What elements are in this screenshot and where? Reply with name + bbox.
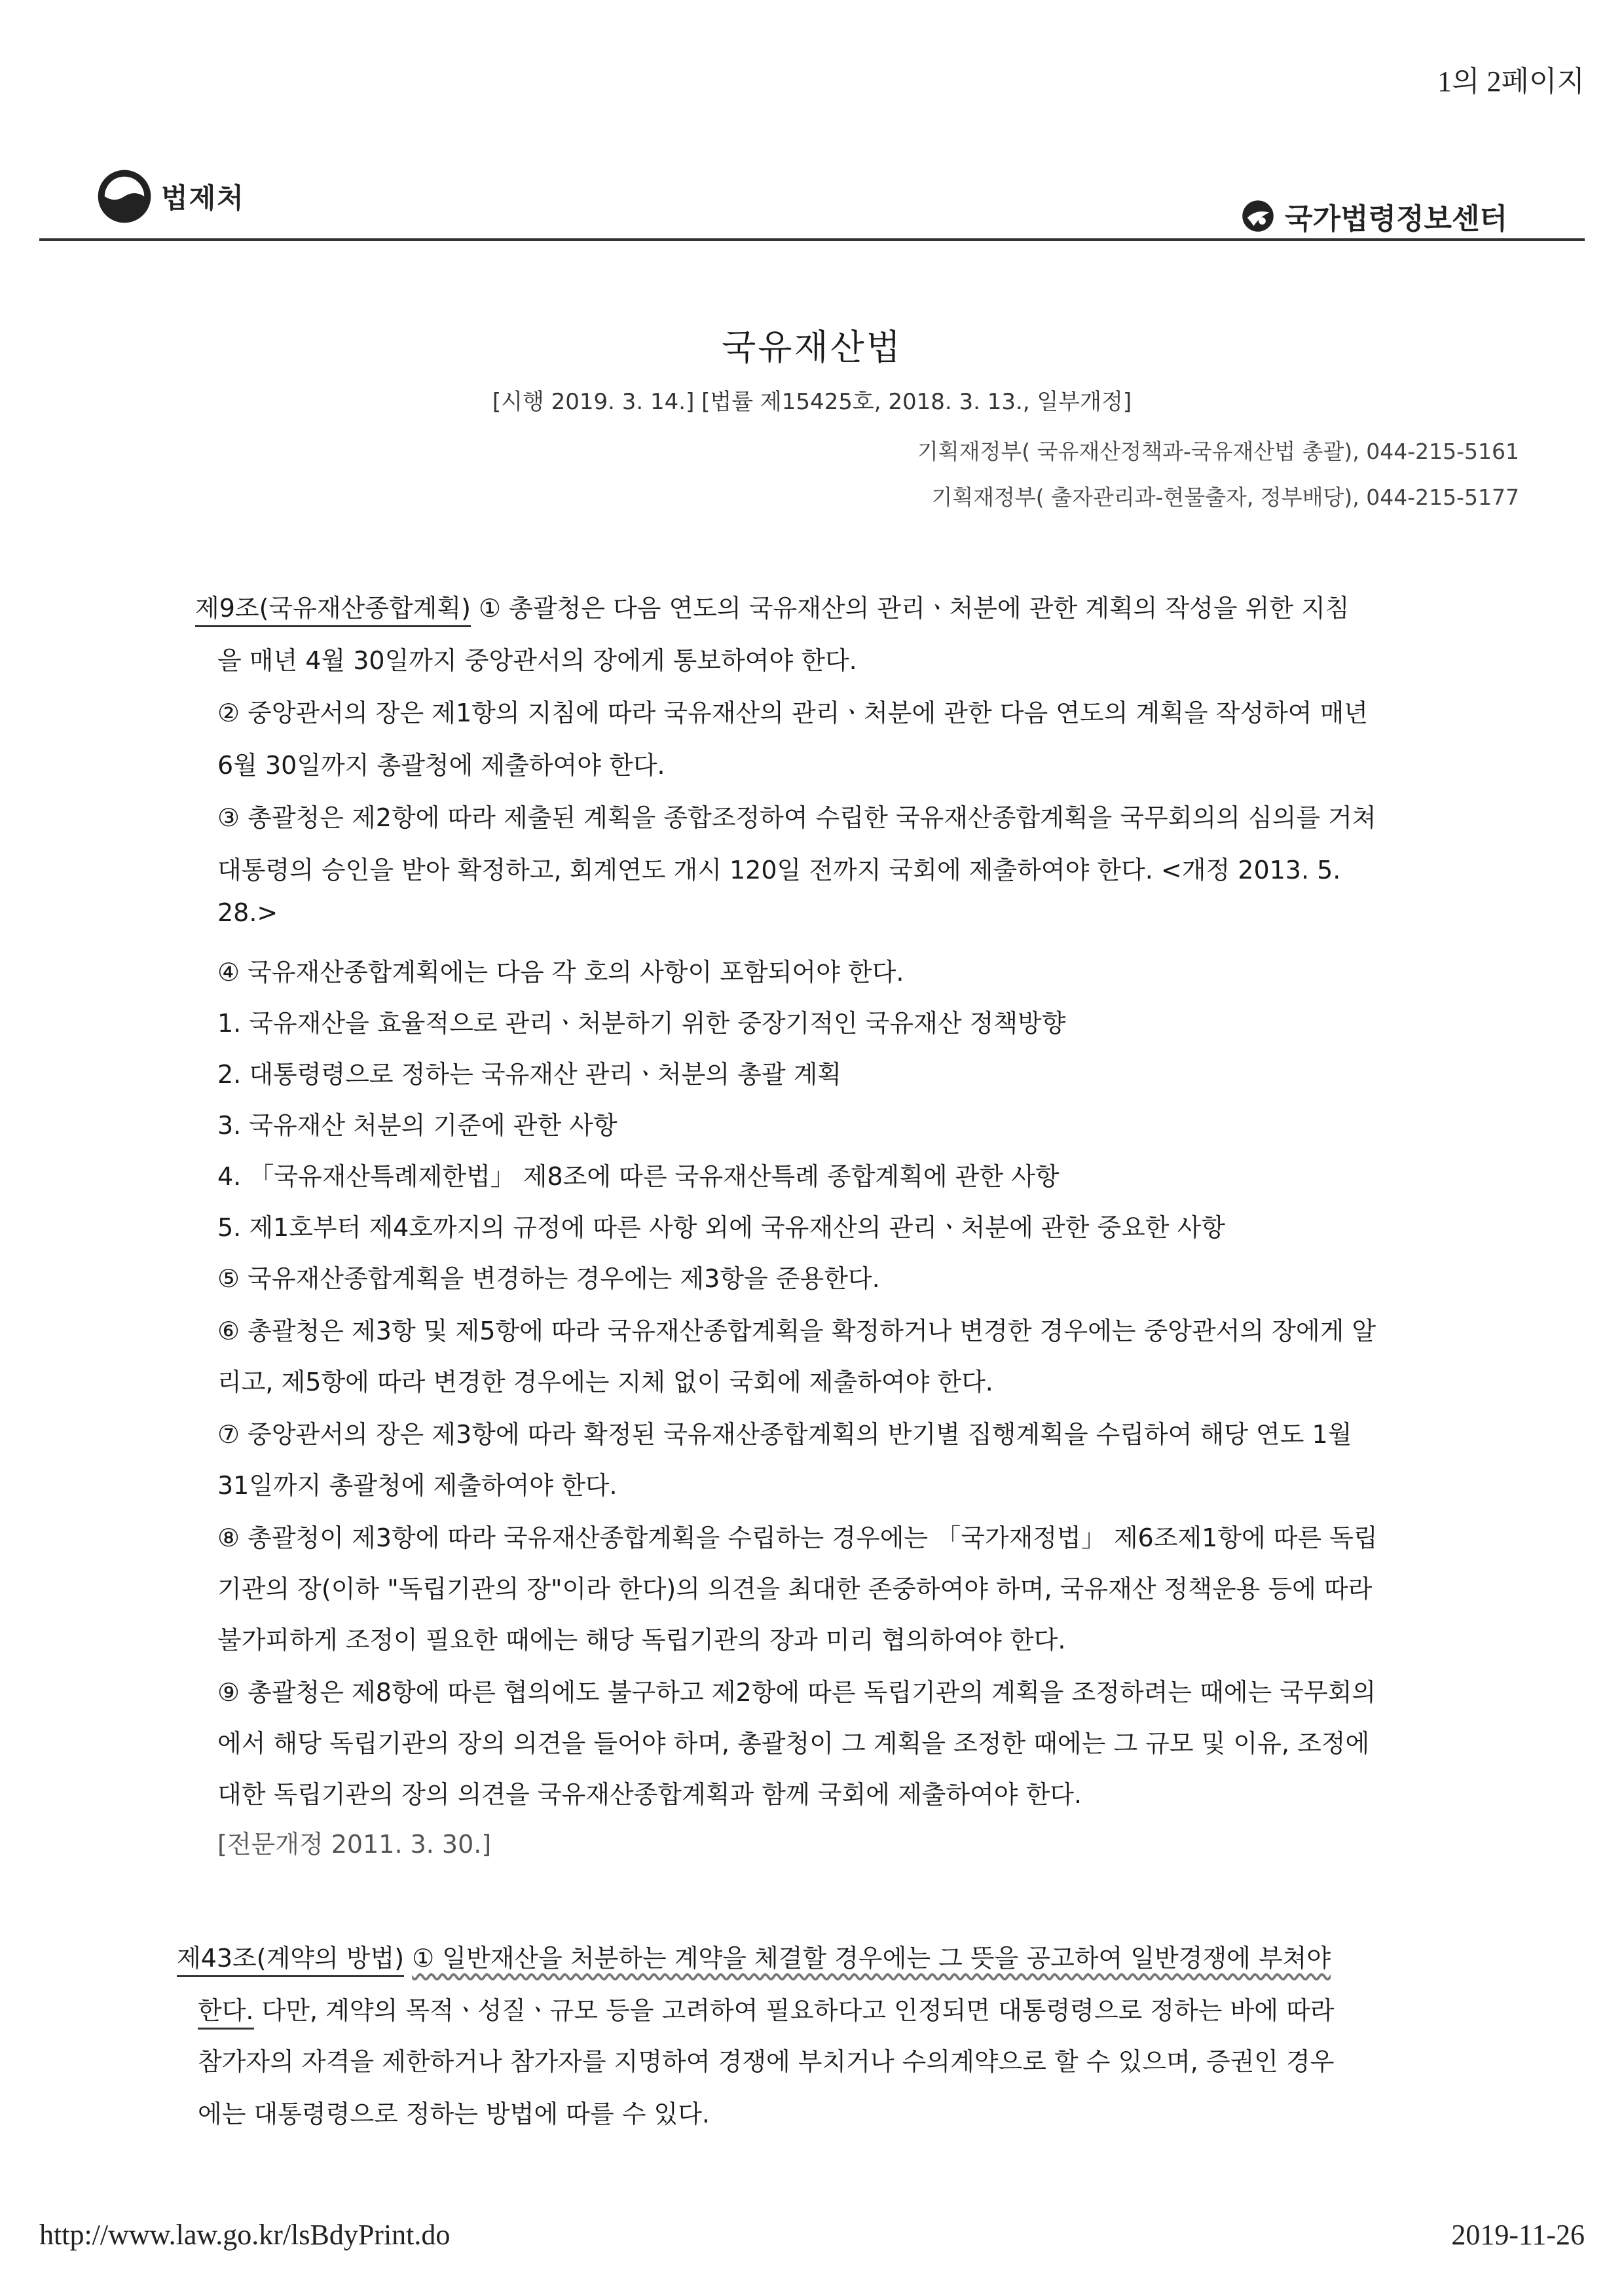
- article-9-item: 4. 「국유재산특례제한법」 제8조에 따른 국유재산특례 종합계획에 관한 사항: [217, 1162, 1060, 1191]
- moleg-name: 법제처: [161, 182, 245, 214]
- article-9-revision-note: [전문개정 2011. 3. 30.]: [217, 1830, 492, 1859]
- article-9-line: 에서 해당 독립기관의 장의 의견을 들어야 하며, 총괄청이 그 계획을 조정한 때에는 그 규모 및 이유, 조정에: [217, 1729, 1370, 1758]
- article-9-line-1: [195, 588, 1350, 624]
- article-9-line: ⑥ 총괄청은 제3항 및 제5항에 따라 국유재산종합계획을 확정하거나 변경한 경우에는 중앙관서의 장에게 알: [217, 1317, 1376, 1345]
- article-43-line-3: 참가자의 자격을 제한하거나 참가자를 지명하여 경쟁에 부치거나 수의계약으로 할 수 있으며, 증권인 경우: [198, 2047, 1335, 2076]
- article-43-line-4: 에는 대통령령으로 정하는 방법에 따를 수 있다.: [198, 2100, 710, 2128]
- footer-date: 2019-11-26: [1451, 2219, 1585, 2251]
- klic-name: 국가법령정보센터: [1284, 202, 1507, 236]
- article-9-line: 대한 독립기관의 장의 의견을 국유재산종합계획과 함께 국회에 제출하여야 한다.: [217, 1780, 1082, 1809]
- article-9-line: ④ 국유재산종합계획에는 다음 각 호의 사항이 포함되어야 한다.: [217, 958, 904, 987]
- article-9-line: 리고, 제5항에 따라 변경한 경우에는 지체 없이 국회에 제출하여야 한다.: [217, 1368, 993, 1396]
- klic-header: [1240, 195, 1507, 237]
- page-number: 1의 2페이지: [1437, 65, 1585, 98]
- article-9-line: ⑨ 총괄청은 제8항에 따른 협의에도 불구하고 제2항에 따른 독립기관의 계획을 조정하려는 때에는 국무회의: [217, 1678, 1376, 1707]
- article-9-item: 1. 국유재산을 효율적으로 관리ㆍ처분하기 위한 중장기적인 국유재산 정책방향: [217, 1009, 1066, 1038]
- article-9-item: 3. 국유재산 처분의 기준에 관한 사항: [217, 1111, 618, 1140]
- klic-logo-icon: [1240, 198, 1276, 234]
- article-9-line: 31일까지 총괄청에 제출하여야 한다.: [217, 1471, 618, 1500]
- article-9-item: 2. 대통령령으로 정하는 국유재산 관리ㆍ처분의 총괄 계획: [217, 1060, 842, 1089]
- article-9-heading: 제9조(국유재산종합계획): [195, 594, 471, 627]
- article-9-line: 28.>: [217, 898, 278, 927]
- article-9-line: 대통령의 승인을 받아 확정하고, 회계연도 개시 120일 전까지 국회에 제출하여야 한다. <개정 2013. 5.: [217, 856, 1341, 884]
- article-9-line: ⑤ 국유재산종합계획을 변경하는 경우에는 제3항을 준용한다.: [217, 1264, 880, 1293]
- footer-url: http://www.law.go.kr/lsBdyPrint.do: [39, 2219, 451, 2251]
- article-9-paragraph: ① 총괄청은 다음 연도의 국유재산의 관리ㆍ처분에 관한 계획의 작성을 위한 지침: [479, 594, 1350, 623]
- moleg-header: [97, 169, 245, 224]
- article-9-line: 을 매년 4월 30일까지 중앙관서의 장에게 통보하여야 한다.: [217, 646, 857, 675]
- article-9-line: ③ 총괄청은 제2항에 따라 제출된 계획을 종합조정하여 수립한 국유재산종합계획을 국무회의의 심의를 거쳐: [217, 803, 1376, 832]
- article-9-item: 5. 제1호부터 제4호까지의 규정에 따른 사항 외에 국유재산의 관리ㆍ처분에 관한 중요한 사항: [217, 1213, 1225, 1242]
- law-enforcement-info: [시행 2019. 3. 14.] [법률 제15425호, 2018. 3. 13., 일부개정]: [492, 389, 1132, 415]
- article-43-line-2: [198, 1990, 1334, 2026]
- ministry-contact-1: 기획재정부( 국유재산정책과-국유재산법 총괄), 044-215-5161: [917, 439, 1519, 464]
- article-9-line: 기관의 장(이하 "독립기관의 장"이라 한다)의 의견을 최대한 존중하여야 하며, 국유재산 정책운용 등에 따라: [217, 1575, 1373, 1603]
- article-9-line: ⑧ 총괄청이 제3항에 따라 국유재산종합계획을 수립하는 경우에는 「국가재정법」 제6조제1항에 따른 독립: [217, 1523, 1378, 1552]
- article-43-heading: 제43조(계약의 방법): [177, 1944, 404, 1977]
- moleg-logo-icon: [97, 169, 152, 224]
- law-title: 국유재산법: [722, 327, 902, 368]
- article-9-line: 불가피하게 조정이 필요한 때에는 해당 독립기관의 장과 미리 협의하여야 한다.: [217, 1626, 1066, 1654]
- article-43-line-2-text: 다만, 계약의 목적ㆍ성질ㆍ규모 등을 고려하여 필요하다고 인정되면 대통령령으로 정하는 바에 따라: [253, 1996, 1335, 2025]
- article-9-line: ② 중앙관서의 장은 제1항의 지침에 따라 국유재산의 관리ㆍ처분에 관한 다음 연도의 계획을 작성하여 매년: [217, 699, 1369, 727]
- header-divider: [39, 238, 1585, 241]
- article-43-clause-1: ① 일반재산을 처분하는 계약을 체결할 경우에는 그 뜻을 공고하여 일반경쟁에 부쳐야: [412, 1944, 1331, 1973]
- article-9-line: ⑦ 중앙관서의 장은 제3항에 따라 확정된 국유재산종합계획의 반기별 집행계획을 수립하여 해당 연도 1월: [217, 1420, 1352, 1449]
- article-9-line: 6월 30일까지 총괄청에 제출하여야 한다.: [217, 751, 665, 780]
- article-43-underlined: 한다.: [198, 1996, 254, 2030]
- ministry-contact-2: 기획재정부( 출자관리과-현물출자, 정부배당), 044-215-5177: [931, 484, 1519, 510]
- article-43-line-1: [177, 1938, 1331, 1974]
